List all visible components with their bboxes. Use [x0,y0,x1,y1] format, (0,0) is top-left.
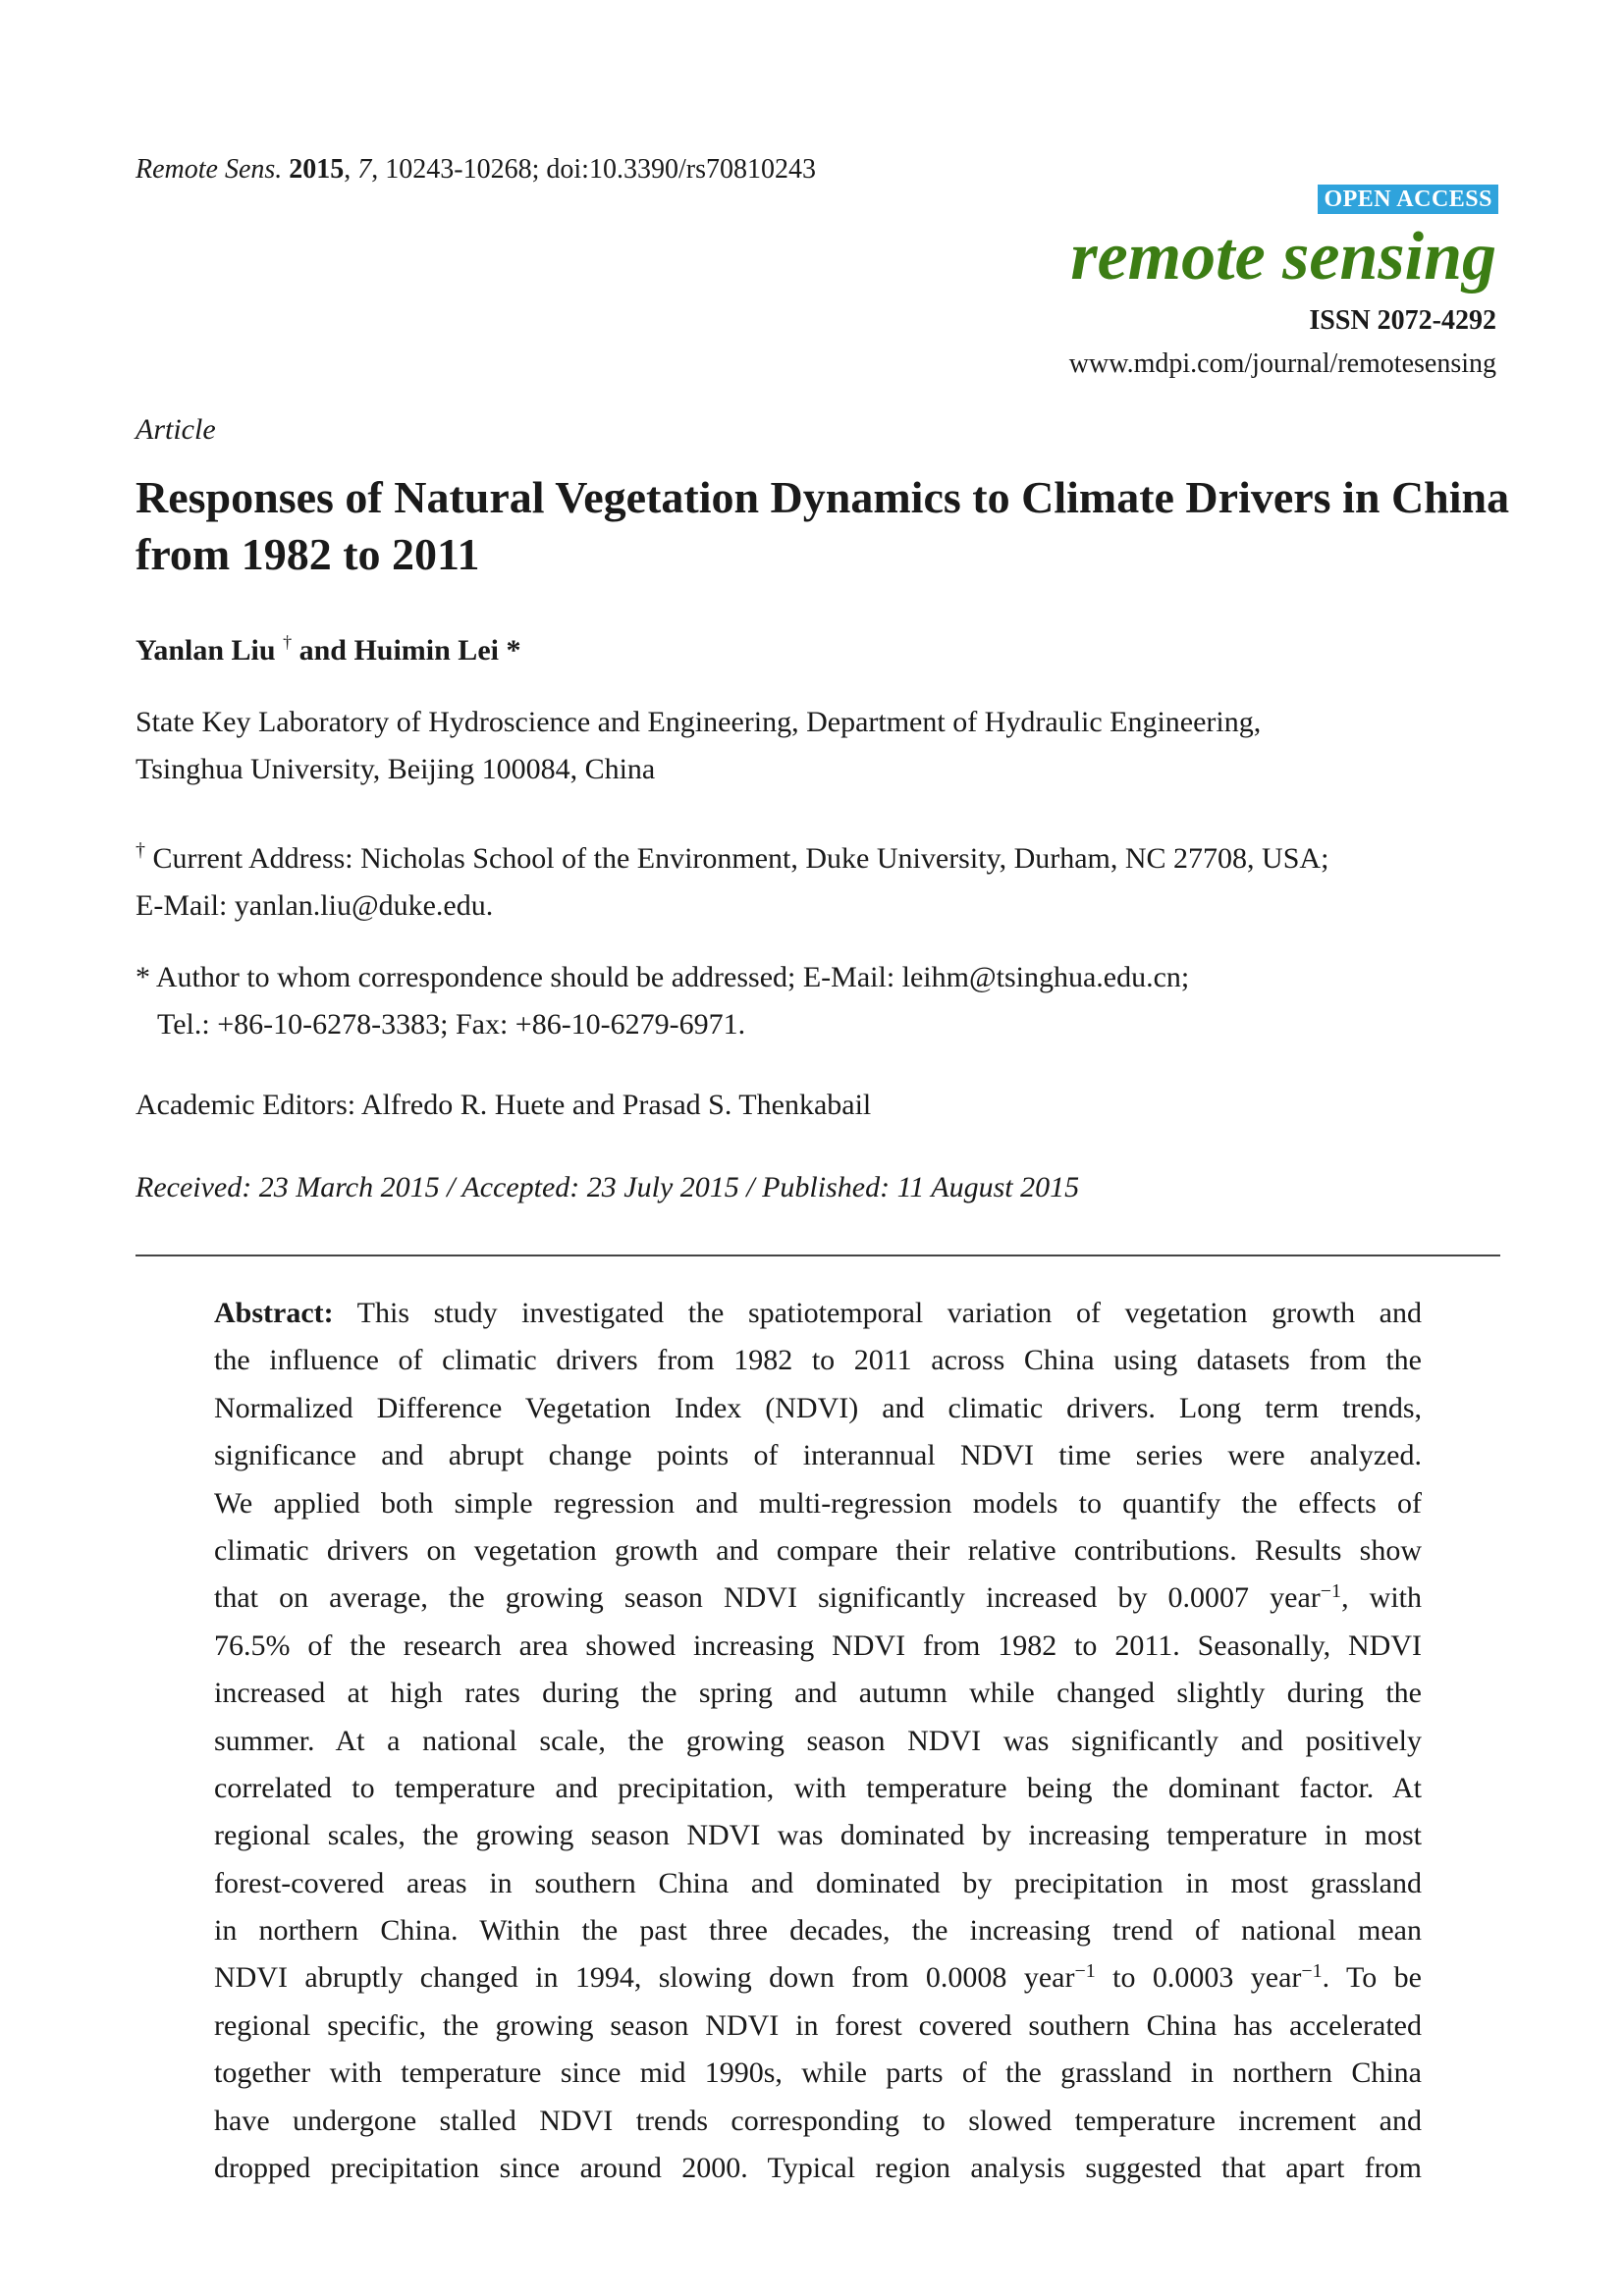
abstract-line: We applied both simple regression and multi-regression models to quantify the effects of [214,1486,1422,1520]
abstract-label: Abstract: [214,1297,334,1329]
journal-url[interactable]: www.mdpi.com/journal/remotesensing [1068,348,1496,379]
citation-line: Remote Sens. 2015, 7, 10243-10268; doi:10.3390/rs70810243 [135,154,816,185]
correspondence-line-1: * Author to whom correspondence should be addressed; E-Mail: leihm@tsinghua.edu.cn; [135,961,1190,993]
abstract-line: forest-covered areas in southern China and dominated by precipitation in most grassland [214,1866,1422,1899]
abstract-line: that on average, the growing season NDVI significantly increased by 0.0007 year$^{-1}$, with [214,1580,1422,1615]
issn: ISSN 2072-4292 [1309,305,1496,336]
superscript: −1 [1301,1960,1323,1983]
open-access-badge: OPEN ACCESS [1318,185,1498,214]
authors [135,624,520,668]
abstract-line: have undergone stalled NDVI trends corresponding to slowed temperature increment and [214,2104,1422,2137]
abstract-line: regional specific, the growing season NDVI in forest covered southern China has accelerated [214,2008,1422,2042]
superscript: −1 [1320,1580,1342,1603]
journal-logo-text: remote sensing [1070,219,1496,294]
abstract-line: the influence of climatic drivers from 1982 to 2011 across China using datasets from the [214,1344,1422,1377]
superscript: −1 [1074,1960,1096,1983]
current-address-line-2[interactable]: E-Mail: yanlan.liu@duke.edu. [135,889,494,922]
abstract-line: dropped precipitation since around 2000. Typical region analysis suggested that apart from [214,2152,1422,2185]
publication-dates: Received: 23 March 2015 / Accepted: 23 July 2015 / Published: 11 August 2015 [135,1171,1080,1203]
abstract-line: summer. At a national scale, the growing season NDVI was significantly and positively [214,1724,1422,1757]
abstract-line: regional scales, the growing season NDVI was dominated by increasing temperature in most [214,1819,1422,1852]
current-address-line-1: Current Address: Nicholas School of the Environment, Duke University, Durham, NC 27708, USA; [145,842,1329,875]
author-2: and Huimin Lei * [292,634,521,667]
citation-year: 2015 [289,154,345,185]
author-1-mark: † [283,632,293,652]
citation-rest: , 10243-10268; doi:10.3390/rs70810243 [371,154,816,185]
abstract-line: climatic drivers on vegetation growth and compare their relative contributions. Results show [214,1533,1422,1567]
affiliation-line-2: Tsinghua University, Beijing 100084, China [135,753,656,785]
abstract-body [214,1290,1422,2192]
author-1: Yanlan Liu [135,634,276,667]
abstract-line: significance and abrupt change points of interannual NDVI time series were analyzed. [214,1439,1422,1472]
abstract-line: Normalized Difference Vegetation Index (NDVI) and climatic drivers. Long term trends, [214,1391,1422,1424]
abstract-line: 76.5% of the research area showed increasing NDVI from 1982 to 2011. Seasonally, NDVI [214,1629,1422,1662]
abstract-line: Abstract: This study investigated the spatiotemporal variation of vegetation growth and [214,1297,1422,1329]
abstract-line: increased at high rates during the spring and autumn while changed slightly during the [214,1677,1422,1710]
current-address [135,827,1328,930]
affiliation [135,699,1261,793]
academic-editors: Academic Editors: Alfredo R. Huete and Prasad S. Thenkabail [135,1089,872,1121]
affiliation-line-1: State Key Laboratory of Hydroscience and Engineering, Department of Hydraulic Engineering, [135,706,1262,738]
citation-journal: Remote Sens. [135,154,283,185]
abstract-line: together with temperature since mid 1990s, while parts of the grassland in northern China [214,2056,1422,2090]
correspondence-line-2: Tel.: +86-10-6278-3383; Fax: +86-10-6279-6971. [157,1008,746,1041]
header-divider [135,1255,1500,1256]
correspondence [135,954,1189,1048]
current-mark: † [135,839,145,861]
paper-title: Responses of Natural Vegetation Dynamics to Climate Drivers in China from 1982 to 2011 [135,472,1510,579]
abstract-line: correlated to temperature and precipitation, with temperature being the dominant factor. At [214,1771,1422,1804]
abstract-line: in northern China. Within the past three decades, the increasing trend of national mean [214,1914,1422,1948]
abstract [214,1290,1422,2192]
abstract-line: NDVI abruptly changed in 1994, slowing down from 0.0008 year$^{-1}$ to 0.0003 year$^{-1}$. To be [214,1960,1422,1995]
citation-volume: 7 [357,154,372,185]
article-type: Article [135,413,216,446]
